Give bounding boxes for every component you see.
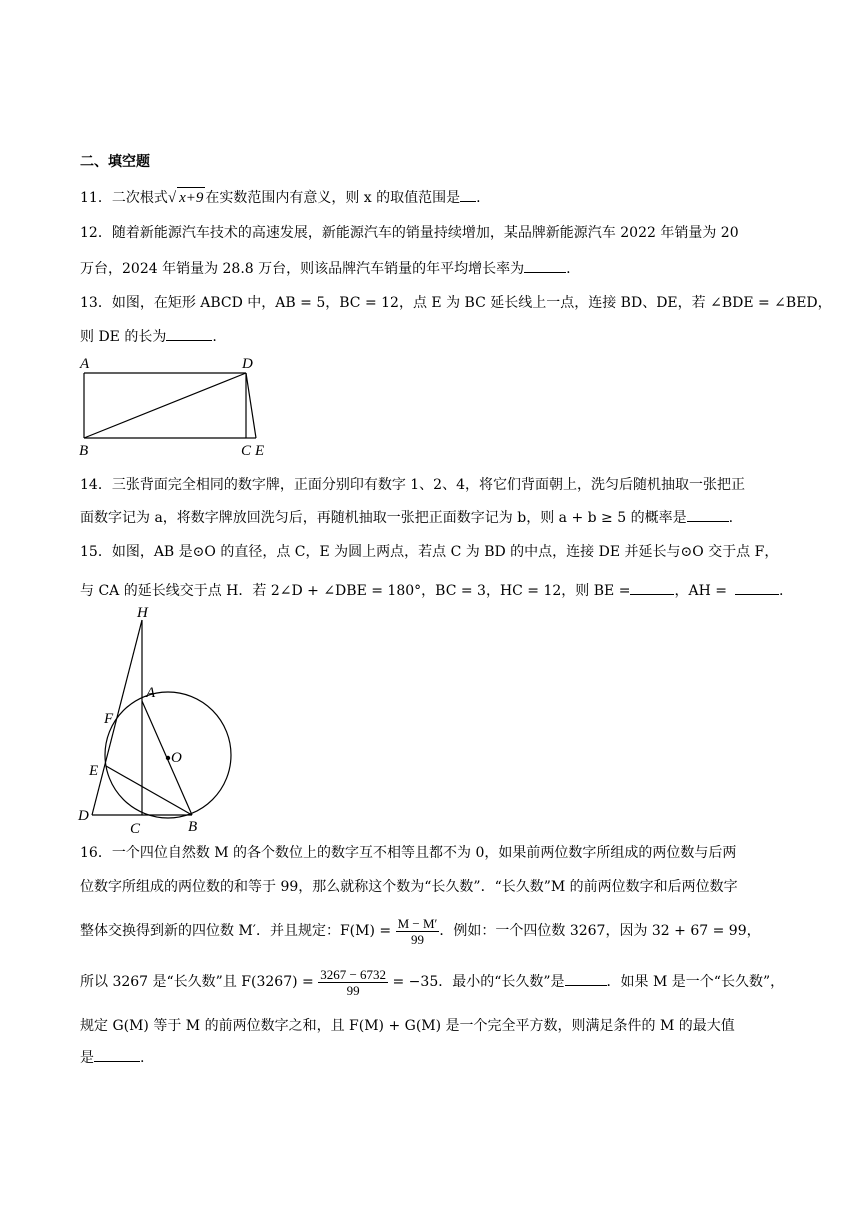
question-16-line-2: 位数字所组成的两位数的和等于 99，那么就称这个数为“长久数”．“长久数”M 的前两位数字和后两位数字 [80, 879, 738, 895]
question-16-line-5: 规定 G(M) 等于 M 的前两位数字之和，且 F(M) + G(M) 是一个完全平方数，则满足条件的 M 的最大值 [80, 1018, 735, 1034]
q16-end: . [140, 1050, 145, 1066]
label-E: E [255, 443, 265, 459]
q13-end: . [212, 329, 217, 345]
segment-DE [246, 373, 256, 438]
fraction-f-definition [396, 916, 440, 947]
q16-min-answer-blank[interactable] [565, 971, 607, 986]
label-H: H [137, 605, 148, 621]
question-13-line-2 [80, 326, 780, 347]
q16-line4-text-c: ．如果 M 是一个“长久数”， [606, 974, 785, 990]
fraction-numerator: 3267 − 6732 [320, 966, 387, 982]
q16-line4-text-b: = −35．最小的“长久数”是 [392, 974, 565, 990]
label-F: F [104, 711, 114, 727]
label-A: A [146, 685, 156, 701]
center-point-O [166, 756, 170, 760]
q11-suffix: 在实数范围内有意义，则 x 的取值范围是 [205, 190, 461, 206]
q16-line3-text-b: ．例如：一个四位数 3267，因为 32 + 67 = 99， [439, 923, 761, 939]
q16-max-answer-blank[interactable] [94, 1047, 140, 1062]
q11-prefix: 11．二次根式 [80, 190, 168, 206]
q14-end: . [728, 510, 734, 526]
q15-text-a: 与 CA 的延长线交于点 H．若 2∠D + ∠DBE = 180°，BC = 3，HC = 12，则 BE = [80, 583, 631, 599]
label-D: D [78, 808, 89, 824]
q16-line6-text: 是 [80, 1050, 94, 1066]
q13-answer-blank[interactable] [166, 326, 212, 341]
label-D: D [242, 356, 253, 372]
question-15-line-1: 15．如图，AB 是⊙O 的直径，点 C，E 为圆上两点，若点 C 为 BD 的中点，连接 DE 并延长与⊙O 交于点 F， [80, 544, 779, 560]
fraction-example [318, 967, 388, 998]
figure-15-circle-diagram [74, 605, 244, 837]
fraction-numerator: M − M′ [397, 915, 438, 931]
q15-end: . [778, 583, 784, 599]
question-13-line-1: 13．如图，在矩形 ABCD 中，AB = 5，BC = 12，点 E 为 BC 延长线上一点，连接 BD、DE，若 ∠BDE = ∠BED， [80, 295, 832, 311]
label-B: B [79, 443, 89, 459]
section-title: 二、填空题 [80, 154, 150, 170]
q12-end: . [566, 261, 571, 277]
label-C: C [130, 821, 141, 837]
q11-end: . [476, 190, 481, 206]
segment-HD [92, 620, 142, 815]
label-O: O [171, 750, 182, 766]
question-12-line-2 [80, 258, 780, 279]
q13-text: 则 DE 的长为 [80, 329, 167, 345]
figure-13-rectangle-diagram [76, 353, 276, 463]
q16-line3-text-a: 整体交换得到新的四位数 M′．并且规定：F(M) = [80, 923, 392, 939]
fraction-denominator: 99 [410, 931, 424, 947]
segment-EB [106, 766, 192, 815]
q12-answer-blank[interactable] [524, 258, 566, 273]
question-11: 11．二次根式√ x+9 在实数范围内有意义，则 x 的取值范围是 . [80, 187, 780, 208]
question-12-line-1: 12．随着新能源汽车技术的高速发展，新能源汽车的销量持续增加，某品牌新能源汽车 2022 年销量为 20 [80, 225, 739, 241]
q15-ah-answer-blank[interactable] [735, 580, 779, 595]
q11-answer-blank[interactable] [460, 187, 476, 202]
circle-O [105, 692, 231, 818]
segment-BD [84, 373, 246, 438]
q11-radicand: x+9 [177, 187, 205, 208]
label-C: C [241, 443, 252, 459]
question-15-line-2 [80, 580, 784, 601]
question-16-line-1: 16．一个四位自然数 M 的各个数位上的数字互不相等且都不为 0，如果前两位数字所组成的两位数与后两 [80, 845, 737, 861]
fraction-denominator: 99 [346, 982, 360, 998]
q15-be-answer-blank[interactable] [630, 580, 674, 595]
question-16-line-3 [80, 915, 780, 947]
q14-text: 面数字记为 a，将数字牌放回洗匀后，再随机抽取一张把正面数字记为 b，则 a + b ≥ 5 的概率是 [80, 510, 687, 526]
label-E: E [89, 763, 99, 779]
q15-text-b: ，AH = [674, 583, 727, 599]
question-14-line-1: 14．三张背面完全相同的数字牌，正面分别印有数字 1、2、4，将它们背面朝上，洗匀后随机抽取一张把正 [80, 477, 745, 493]
question-14-line-2 [80, 507, 780, 528]
q14-answer-blank[interactable] [687, 507, 729, 522]
q16-line4-text-a: 所以 3267 是“长久数”且 F(3267) = [80, 974, 314, 990]
question-16-line-6 [80, 1047, 780, 1068]
label-B: B [188, 819, 198, 835]
label-A: A [80, 356, 90, 372]
q12-text: 万台，2024 年销量为 28.8 万台，则该品牌汽车销量的年平均增长率为 [80, 261, 525, 277]
question-16-line-4 [80, 966, 785, 998]
